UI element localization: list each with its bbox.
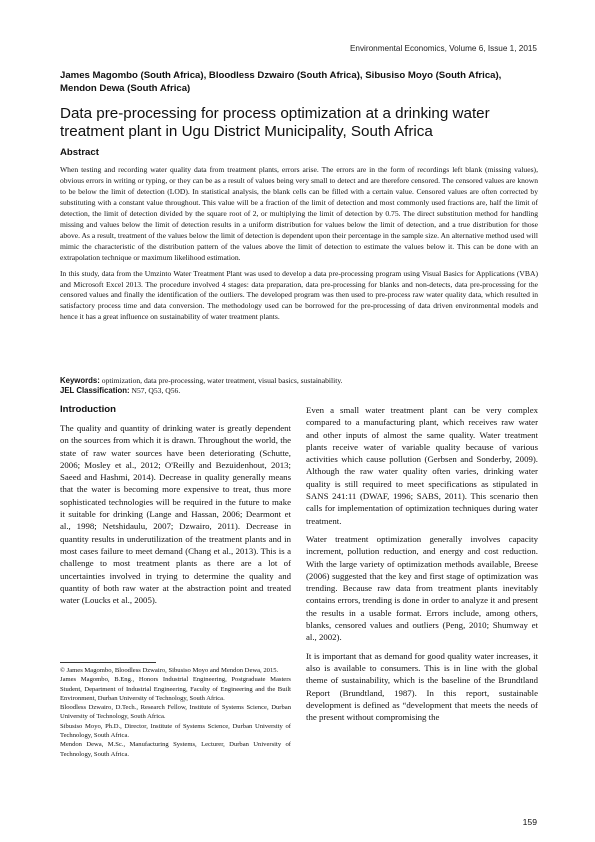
abstract-paragraph: When testing and recording water quality data from treatment plants, errors arise. The errors are in the form of recordings left blank (missing values), obvious errors in writing or typing, or they can be as a result of values being very small to detect and are therefore censored. The censored values are known to be below the limit of detection (LOD). In statistical analysis, the blank cells can be filled with a certain value. Censored values are often corrected by substituting with a constant value throughout. This value will be a fraction of the limit of detection and most commonly used fractions are, half the limit of detection, the limit of detection divided by the square root of 2, or multiplying the limit of detection by 0.75. The direct substitution method for handling missing and values below the limit of detection results in a uniform distribution for values below the limit of detection, and a true distribution for those above. As a result, treatment of the values below the limit of detection is dependent upon their percentage in the sample size. An alternative method used will mimic the characteristic of the distribution pattern of the values above the limit of detection to estimate the values below it. This can be done with an extrapolation technique or maximum likelihood estimation.: [60, 165, 538, 262]
right-column: [306, 404, 538, 729]
footnote: Mendon Dewa, M.Sc., Manufacturing Systems, Lecturer, Durban University of Technology, South Africa.: [60, 741, 291, 758]
authors: James Magombo (South Africa), Bloodless Dzwairo (South Africa), Sibusiso Moyo (South Africa), Mendon Dewa (South Africa): [60, 70, 502, 94]
keywords-line: [60, 376, 538, 386]
introduction-heading: Introduction: [60, 404, 116, 415]
intro-paragraph: Water treatment optimization generally involves capacity increment, pollution reduction, and energy and cost reduction. With the large variety of optimization methods available, Breese (2006) suggested that the key and first stage of optimization was trending. Because raw data from treatment plants inevitably contains errors, trending is done in order to analyze it and present the results in a usable format. Errors include, among others, blanks, censored values and outliers (Peng, 2010; Shumway et al., 2002).: [306, 533, 538, 643]
intro-paragraph: It is important that as demand for good quality water increases, it also is available to consumers. This is in line with the global theme of sustainability, which is the baseline of the Brundtland Report (Brundtland, 1987). In this report, sustainable development is defined as “development that meets the needs of the present without compromising the: [306, 650, 538, 723]
keywords-label: Keywords:: [60, 376, 100, 385]
intro-paragraph: Even a small water treatment plant can be very complex compared to a manufacturing plant, which receives raw water and other inputs of almost the same quality. Water treatment plants receive water of variable quality because of various activities which cause pollution (Gerbsen and Sonderby, 2009). Although the raw water quality often varies, drinking water quality is still required to meet specifications as stipulated in SANS 241:11 (DWAF, 1996; SABS, 2011). This scenario then calls for implementation of optimization techniques during water treatment.: [306, 405, 538, 526]
footnote: Bloodless Dzwairo, D.Tech., Research Fellow, Institute of Systems Science, Durban University of Technology, South Africa.: [60, 704, 291, 721]
jel-line: [60, 386, 538, 396]
jel-text: N57, Q53, Q56.: [131, 386, 181, 395]
footnote: © James Magombo, Bloodless Dzwairo, Sibusiso Moyo and Mendon Dewa, 2015.: [60, 667, 279, 674]
paper-title: Data pre-processing for process optimization at a drinking water treatment plant in Ugu District Municipality, South Africa: [60, 105, 490, 140]
footnotes: [60, 666, 291, 759]
footnote: Sibusiso Moyo, Ph.D., Director, Institute of Systems Science, Durban University of Technology, South Africa.: [60, 722, 291, 740]
keywords-text: optimization, data pre-processing, water treatment, visual basics, sustainability.: [101, 376, 343, 385]
abstract-heading: Abstract: [60, 147, 99, 158]
running-header: Environmental Economics, Volume 6, Issue 1, 2015: [349, 44, 537, 53]
footnote: James Magombo, B.Eng., Honors Industrial Engineering, Postgraduate Masters Student, Department of Industrial Engineering, Faculty of Engineering and the Built Environment, Durban University of Technology, South Africa.: [60, 676, 291, 702]
intro-paragraph: The quality and quantity of drinking water is greatly dependent on the sources from which it is drawn. Throughout the world, the state of raw water sources have been deteriorating (Schutte, 2006; Mosley et al., 2012; O'Reilly and Bezuidenhout, 2013; Saeed and Hashmi, 2014). Decrease in quality generally means that the water is becoming more expensive to treat, thus more sophisticated technologies will be required in the future to make it suitable for drinking (Lange and Hassan, 2006; Dearmont et al., 1998; Netshidaulu, 2007; Dzwairo, 2011). Decrease in quantity results in underutilization of the treatment plants and in most cases failure to meet demand (Chang et al., 2013). This is a challenge to most treatment plants as there are a lot of uncertainties involved in trying to determine the quality and quantity of both raw water at the abstraction point and treated water (Loucks et al., 2005).: [60, 423, 291, 606]
keywords-block: [60, 376, 538, 396]
abstract-paragraph: In this study, data from the Umzinto Water Treatment Plant was used to develop a data pre-processing program using Visual Basics for Applications (VBA) and Microsoft Excel 2013. The procedure involved 4 stages: data preparation, data pre-processing for blanks and non-detects, data pre-processing for the censored values and finally the identification of the outliers. The developed program was then used to pre-process raw water quality data, which resulted in satisfactory process time and data conversion. The methodology used can be borrowed for the pre-processing of data driven environmental models and hence it has a great influence on sustainability of water treatment plants.: [60, 268, 538, 322]
abstract: [60, 165, 538, 328]
left-column: [60, 422, 291, 606]
footnote-rule: [60, 662, 156, 663]
page-number: 159: [522, 817, 537, 827]
jel-label: JEL Classification:: [60, 386, 130, 395]
